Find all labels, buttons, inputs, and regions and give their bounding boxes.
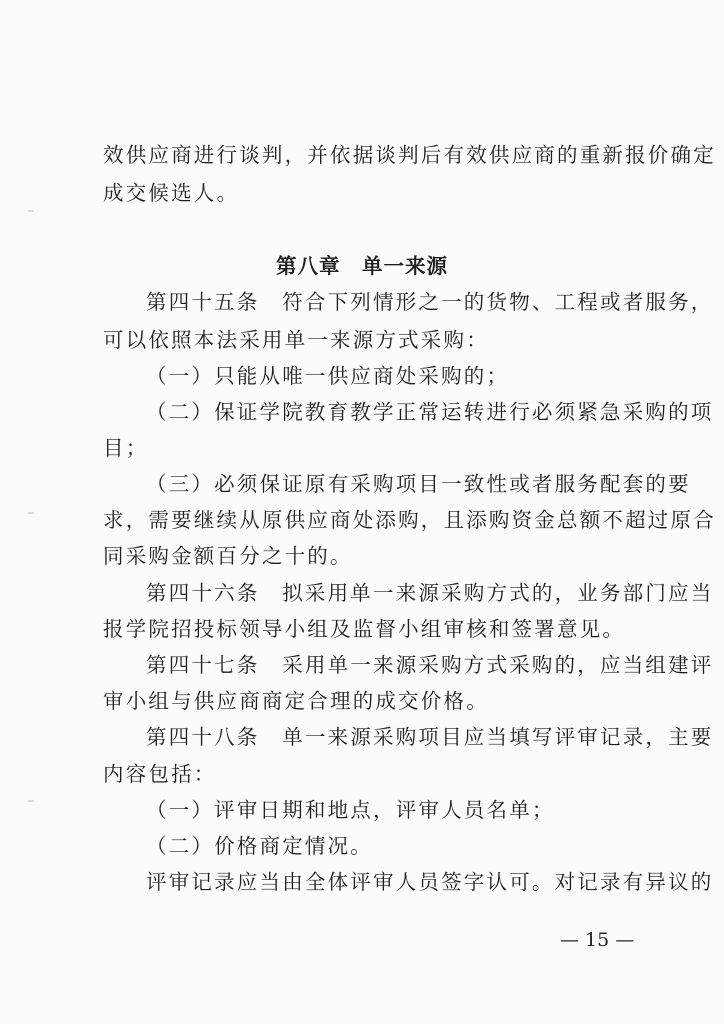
list-item-line: （一）评审日期和地点，评审人员名单； — [146, 798, 555, 822]
body-text-line: 报学院招投标领导小组及监督小组审核和签署意见。 — [103, 617, 626, 641]
article-48-line: 第四十八条 单一来源采购项目应当填写评审记录，主要 — [146, 725, 714, 749]
margin-mark — [28, 512, 34, 514]
chapter-heading: 第八章 单一来源 — [276, 254, 448, 278]
body-text-line: 效供应商进行谈判，并依据谈判后有效供应商的重新报价确定 — [103, 143, 716, 167]
body-text-line: 同采购金额百分之十的。 — [103, 544, 353, 568]
article-45-line: 第四十五条 符合下列情形之一的货物、工程或者服务， — [146, 290, 714, 314]
body-text-line: 目； — [103, 436, 149, 460]
list-item-line: （一）只能从唯一供应商处采购的； — [146, 364, 510, 388]
margin-mark — [28, 800, 34, 802]
list-item-line: （二）保证学院教育教学正常运转进行必须紧急采购的项 — [146, 400, 714, 424]
article-46-line: 第四十六条 拟采用单一来源采购方式的，业务部门应当 — [146, 581, 714, 605]
body-text-line: 可以依照本法采用单一来源方式采购： — [103, 328, 489, 352]
body-text-line: 审小组与供应商商定合理的成交价格。 — [103, 689, 489, 713]
margin-mark — [28, 210, 34, 212]
page-number: — 15 — — [560, 929, 635, 951]
body-text-line: 评审记录应当由全体评审人员签字认可。对记录有异议的 — [146, 870, 714, 894]
article-47-line: 第四十七条 采用单一来源采购方式采购的，应当组建评 — [146, 653, 714, 677]
body-text-line: 求，需要继续从原供应商处添购，且添购资金总额不超过原合 — [103, 508, 716, 532]
list-item-line: （三）必须保证原有采购项目一致性或者服务配套的要 — [146, 472, 691, 496]
list-item-line: （二）价格商定情况。 — [146, 834, 373, 858]
body-text-line: 内容包括： — [103, 762, 217, 786]
body-text-line: 成交候选人。 — [103, 181, 240, 205]
